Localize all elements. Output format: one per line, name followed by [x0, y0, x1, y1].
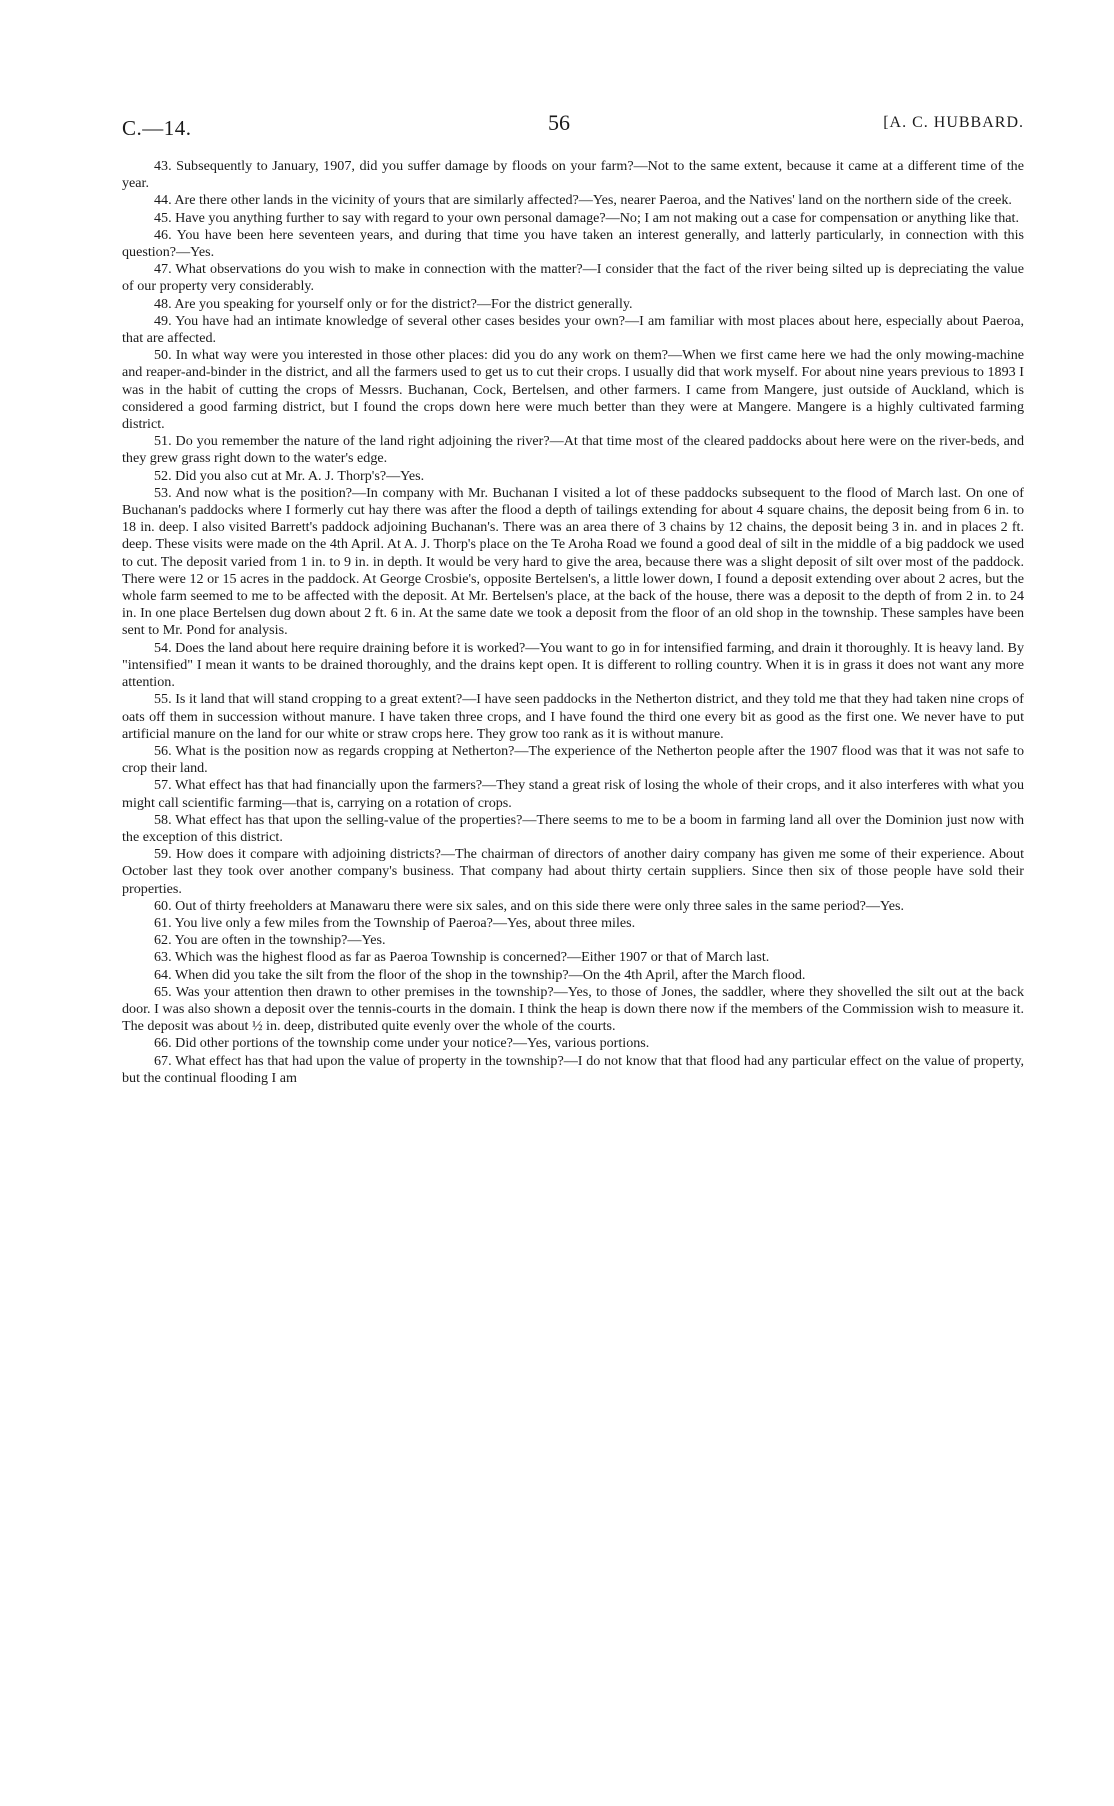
paragraph: 50. In what way were you interested in those other places: did you do any work on them?—When we first came here we had the only mowing-machine and reaper-and-binder in the district, and all the farmers used to get us to cut their crops. I usually did that work myself. For about nine years previous to 1893 I was in the habit of cutting the crops of Messrs. Buchanan, Cock, Bertelsen, and other farmers. I came from Mangere, just outside of Auckland, which is considered a good farming district, but I found the crops down here were much better than they were at Mangere. Mangere is a highly cultivated farming district. [122, 347, 1024, 433]
paragraph: 62. You are often in the township?—Yes. [154, 932, 386, 949]
paragraph: 45. Have you anything further to say with regard to your own personal damage?—No; I am not making out a case for compensation or anything like that. [154, 209, 1019, 226]
paragraph: 48. Are you speaking for yourself only or for the district?—For the district generally. [154, 295, 633, 312]
paragraph: 46. You have been here seventeen years, and during that time you have taken an interest generally, and latterly particularly, in connection with this question?—Yes. [122, 226, 1024, 261]
paragraph: 53. And now what is the position?—In company with Mr. Buchanan I visited a lot of these paddocks subsequent to the flood of March last. On one of Buchanan's paddocks where I formerly cut hay there was after the flood a depth of tailings extending for about 4 square chains, the deposit being from 6 in. to 18 in. deep. I also visited Barrett's paddock adjoining Buchanan's. There was an area there of 3 chains by 12 chains, the deposit being 3 in. and in places 2 ft. deep. These visits were made on the 4th April. At A. J. Thorp's place on the Te Aroha Road we found a good deal of silt in the middle of a big paddock we used to cut. The deposit varied from 1 in. to 9 in. in depth. It would be very hard to give the area, because there was a slight deposit of silt over most of the paddock. There were 12 or 15 acres in the paddock. At George Crosbie's, opposite Bertelsen's, a little lower down, I found a deposit extending over about 2 acres, but the whole farm seemed to me to be affected with the deposit. At Mr. Bertelsen's place, at the back of the house, there was a deposit to the depth of from 2 in. to 24 in. In one place Bertelsen dug down about 2 ft. 6 in. At the same date we took a deposit from the floor of an old shop in the township. These samples have been sent to Mr. Pond for analysis. [122, 484, 1024, 639]
paragraph: 63. Which was the highest flood as far as Paeroa Township is concerned?—Either 1907 or that of March last. [154, 949, 770, 966]
paragraph: 66. Did other portions of the township come under your notice?—Yes, various portions. [154, 1035, 650, 1052]
paragraph: 61. You live only a few miles from the Township of Paeroa?—Yes, about three miles. [154, 914, 636, 931]
page-number: 56 [548, 110, 570, 135]
paragraph: 59. How does it compare with adjoining districts?—The chairman of directors of another dairy company has given me some of their experience. About October last they took over another company's business. That company had about thirty certain suppliers. Since then six of those people have sold their properties. [122, 846, 1024, 897]
paragraph: 56. What is the position now as regards cropping at Netherton?—The experience of the Netherton people after the 1907 flood was that it was not safe to crop their land. [122, 742, 1024, 777]
paragraph: 44. Are there other lands in the vicinity of yours that are similarly affected?—Yes, nearer Paeroa, and the Natives' land on the northern side of the creek. [154, 192, 1012, 209]
document-page [122, 110, 1024, 1087]
paragraph: 47. What observations do you wish to make in connection with the matter?—I consider that the fact of the river being silted up is depreciating the value of our property very considerably. [122, 261, 1024, 295]
paragraph: 43. Subsequently to January, 1907, did you suffer damage by floods on your farm?—Not to the same extent, because it came at a different time of the year. [122, 158, 1024, 192]
paragraph: 58. What effect has that upon the selling-value of the properties?—There seems to me to be a boom in farming land all over the Dominion just now with the exception of this district. [122, 811, 1024, 845]
witness-name: [A. C. HUBBARD. [883, 114, 1024, 131]
paragraph: 57. What effect has that had financially upon the farmers?—They stand a great risk of losing the whole of their crops, and it also interferes with what you might call scientific farming—that is, carrying on a rotation of crops. [122, 777, 1024, 811]
paragraph: 55. Is it land that will stand cropping to a great extent?—I have seen paddocks in the Netherton district, and they told me that they had taken nine crops of oats off them in succession without manure. I have taken three crops, and I have found the third one every bit as good as the first one. We never have to put artificial manure on the land for our white or straw crops here. They grow too rank as it is without manure. [122, 691, 1024, 742]
paragraph: 49. You have had an intimate knowledge of several other cases besides your own?—I am familiar with most places about here, especially about Paeroa, that are affected. [122, 312, 1024, 347]
paragraph: 54. Does the land about here require draining before it is worked?—You want to go in for intensified farming, and drain it thoroughly. It is heavy land. By "intensified" I mean it wants to be drained thoroughly, and the drains kept open. It is different to rolling country. When it is in grass it does not want any more attention. [122, 639, 1024, 691]
page-header [122, 110, 1024, 150]
paragraph: 67. What effect has that had upon the value of property in the township?—I do not know that that flood had any particular effect on the value of property, but the continual flooding I am [122, 1052, 1024, 1086]
series-number: C.—14. [122, 116, 192, 140]
paragraph: 52. Did you also cut at Mr. A. J. Thorp's?—Yes. [154, 467, 425, 484]
testimony-body [122, 158, 1024, 1087]
paragraph: 51. Do you remember the nature of the land right adjoining the river?—At that time most of the cleared paddocks about here were on the river-beds, and they grew grass right down to the water's edge. [122, 433, 1024, 467]
paragraph: 60. Out of thirty freeholders at Manawaru there were six sales, and on this side there were only three sales in the same period?—Yes. [154, 897, 905, 914]
paragraph: 65. Was your attention then drawn to other premises in the township?—Yes, to those of Jones, the saddler, where they shovelled the silt out at the back door. I was also shown a deposit over the tennis-courts in the domain. I think the heap is down there now if the members of the Commission wish to measure it. The deposit was about ½ in. deep, distributed quite evenly over the whole of the courts. [122, 983, 1024, 1035]
paragraph: 64. When did you take the silt from the floor of the shop in the township?—On the 4th April, after the March flood. [154, 966, 806, 983]
